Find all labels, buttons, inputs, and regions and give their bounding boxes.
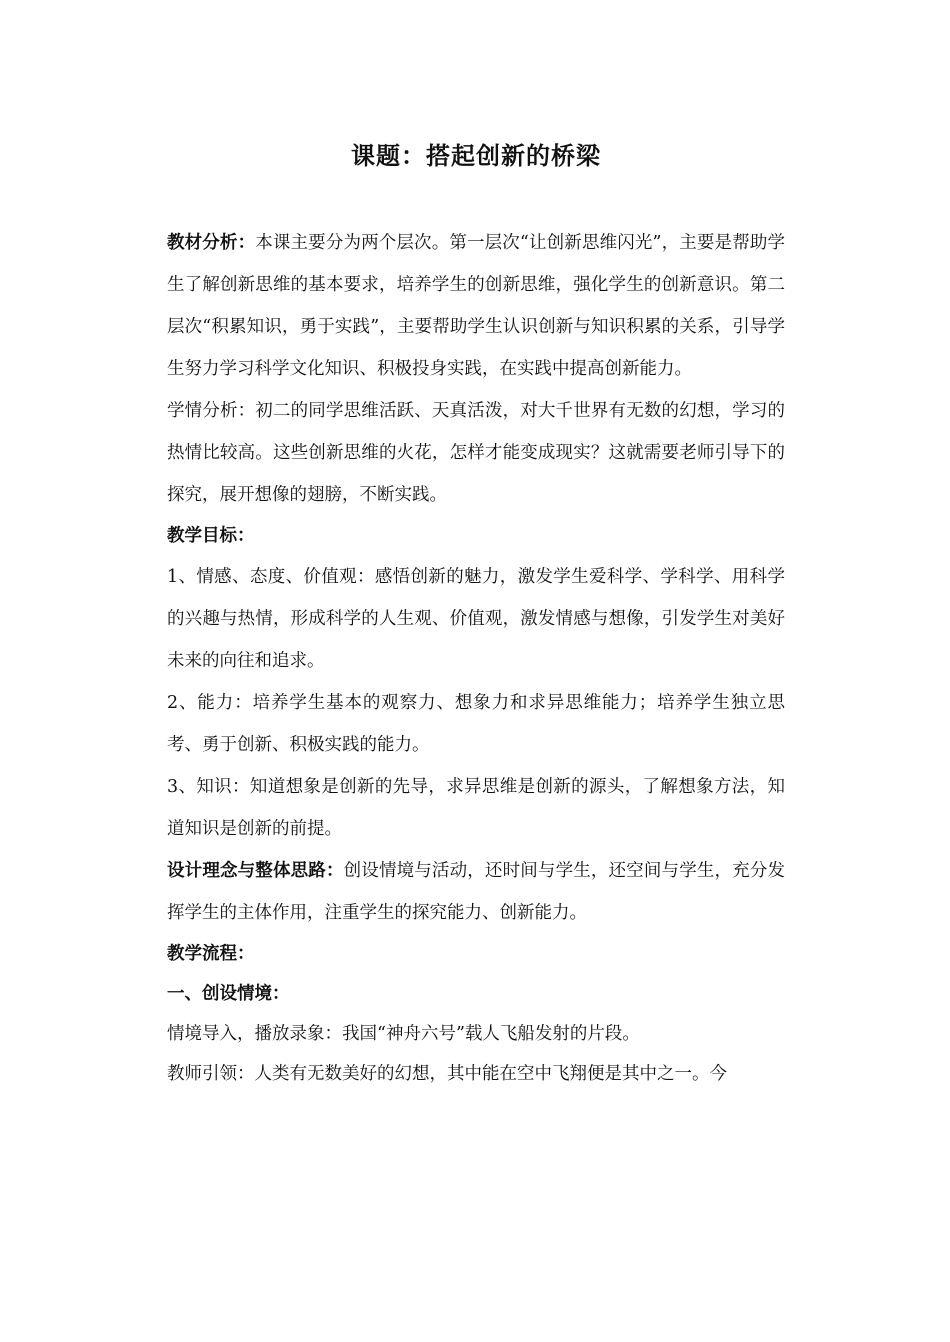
- goal-item-2: 2、能力：培养学生基本的观察力、想象力和求异思维能力；培养学生独立思考、勇于创新、积极实践的能力。: [167, 693, 785, 755]
- step-one-teacher: 教师引领：人类有无数美好的幻想，其中能在空中飞翔便是其中之一。今: [167, 1064, 727, 1084]
- goal-item-1: 1、情感、态度、价值观：感悟创新的魅力，激发学生爱科学、学科学、用科学的兴趣与热情，形成科学的人生观、价值观，激发情感与想像，引发学生对美好未来的向往和追求。: [167, 567, 785, 671]
- goal-item-3: 3、知识：知道想象是创新的先导，求异思维是创新的源头，了解想象方法，知道知识是创新的前提。: [167, 777, 785, 839]
- design-concept-text: 创设情境与活动，还时间与学生，还空间与学生，充分发挥学生的主体作用，注重学生的探究能力、创新能力。: [167, 861, 786, 923]
- material-analysis-label: 教材分析：: [167, 233, 256, 253]
- design-concept-paragraph: [167, 850, 785, 934]
- material-analysis-text: 本课主要分为两个层次。第一层次“让创新思维闪光”，主要是帮助学生了解创新思维的基本要求，培养学生的创新思维，强化学生的创新意识。第二层次“积累知识，勇于实践”，主要帮助学生认识创新与知识积累的关系，引导学生努力学习科学文化知识、积极投身实践，在实践中提高创新能力。: [167, 233, 785, 379]
- step-one-intro: 情境导入，播放录象：我国“神舟六号”载人飞船发射的片段。: [167, 1024, 640, 1044]
- step-one-heading: 一、创设情境：: [167, 984, 290, 1004]
- material-analysis-paragraph: [167, 222, 785, 390]
- teaching-flow-heading: 教学流程：: [167, 944, 255, 964]
- design-concept-label: 设计理念与整体思路：: [167, 861, 344, 881]
- teaching-goals-heading: 教学目标：: [167, 526, 255, 546]
- document-body: [167, 222, 785, 1094]
- student-analysis-paragraph: 学情分析：初二的同学思维活跃、天真活泼，对大千世界有无数的幻想，学习的热情比较高。这些创新思维的火花，怎样才能变成现实？这就需要老师引导下的探究，展开想像的翅膀，不断实践。: [167, 401, 785, 505]
- document-title: 课题：搭起创新的桥梁: [351, 141, 601, 170]
